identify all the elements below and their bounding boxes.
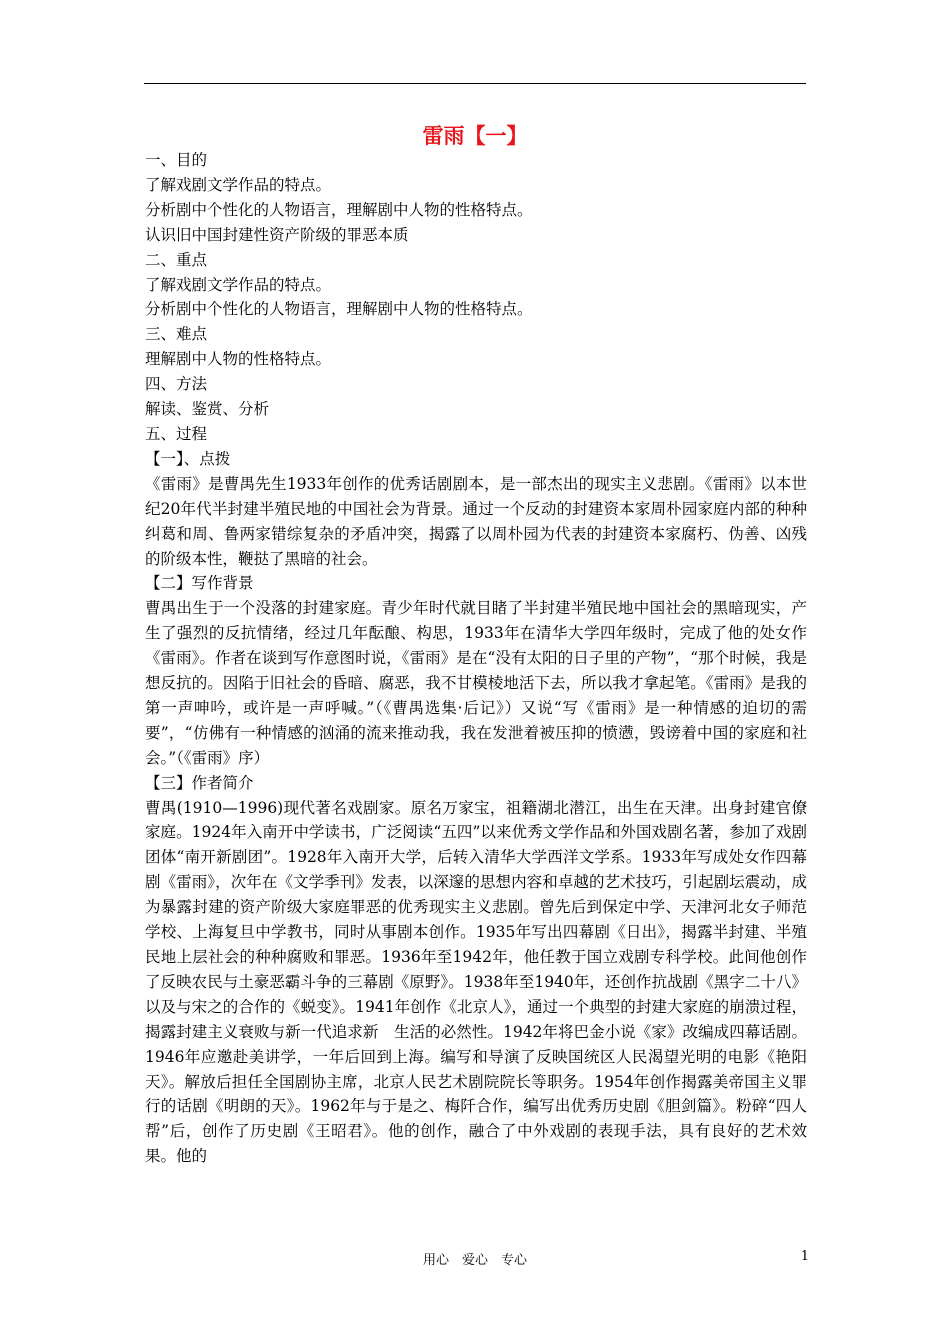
subheading-guidance: 【一】、点拨 (145, 449, 231, 468)
paragraph-background: 曹禺出生于一个没落的封建家庭。青少年时代就目睹了半封建半殖民地中国社会的黑暗现实，产生了强烈的反抗情绪，经过几年酝酿、构思，1933年在清华大学四年级时，完成了他的处女作《雷雨》。作者在谈到写作意图时说，《雷雨》是在“没有太阳的日子里的产物”，“那个时候，我是想反抗的。因陷于旧社会的昏暗、腐恶，我不甘模棱地活下去，所以我才拿起笔。《雷雨》是我的第一声呻吟，或许是一声呼喊。”（《曹禺选集·后记》）又说“写《雷雨》是一种情感的迫切的需要”，“仿佛有一种情感的汹涌的流来推动我，我在发泄着被压抑的愤懑，毁谤着中国的家庭和社会。”（《雷雨》序） (145, 599, 807, 767)
section-heading-difficulty: 三、难点 (145, 325, 208, 344)
section-heading-purpose: 一、目的 (145, 151, 208, 169)
footer-motto: 用心 爱心 专心 (422, 1253, 527, 1268)
page-number: 1 (800, 1249, 809, 1264)
document-title: 雷雨【一】 (422, 123, 528, 148)
section-heading-process: 五、过程 (145, 424, 208, 443)
section-heading-focus: 二、重点 (145, 250, 208, 269)
text-line: 解读、鉴赏、分析 (145, 400, 270, 419)
paragraph-intro: 《雷雨》是曹禺先生1933年创作的优秀话剧剧本，是一部杰出的现实主义悲剧。《雷雨》以本世纪20年代半封建半殖民地的中国社会为背景。通过一个反动的封建资本家周朴园家庭内部的种种纠葛和周、鲁两家错综复杂的矛盾冲突，揭露了以周朴园为代表的封建资本家腐朽、伪善、凶残的阶级本性，鞭挞了黑暗的社会。 (145, 474, 807, 568)
text-line: 认识旧中国封建性资产阶级的罪恶本质 (145, 225, 409, 244)
section-heading-method: 四、方法 (145, 375, 208, 394)
text-line: 理解剧中人物的性格特点。 (145, 350, 332, 369)
paragraph-author: 曹禺(1910—1996)现代著名戏剧家。原名万家宝，祖籍湖北潜江，出生在天津。出身封建官僚家庭。1924年入南开中学读书，广泛阅读“五四”以来优秀文学作品和外国戏剧名著，参加了戏剧团体“南开新剧团”。1928年入南开大学，后转入清华大学西洋文学系。1933年写成处女作四幕剧《雷雨》，次年在《文学季刊》发表，以深邃的思想内容和卓越的艺术技巧，引起剧坛震动，成为暴露封建的资产阶级大家庭罪恶的优秀现实主义悲剧。曾先后到保定中学、天津河北女子师范学校、上海复旦中学教书，同时从事剧本创作。1935年写出四幕剧《日出》，揭露半封建、半殖民地上层社会的种种腐败和罪恶。1936年至1942年，他任教于国立戏剧专科学校。此间他创作了反映农民与土豪恶霸斗争的三幕剧《原野》。1938年至1940年，还创作抗战剧《黑字二十八》以及与宋之的合作的《蜕变》。1941年创作《北京人》，通过一个典型的封建大家庭的崩溃过程，揭露封建主义衰败与新一代追求新 生活的必然性。1942年将巴金小说《家》改编成四幕话剧。1946年应邀赴美讲学，一年后回到上海。编写和导演了反映国统区人民渴望光明的电影《艳阳天》。解放后担任全国剧协主席，北京人民艺术剧院院长等职务。1954年创作揭露美帝国主义罪行的话剧《明朗的天》。1962年与于是之、梅阡合作，编写出优秀历史剧《胆剑篇》。粉碎“四人帮”后，创作了历史剧《王昭君》。他的创作，融合了中外戏剧的表现手法，具有良好的艺术效果。他的 (145, 798, 807, 1166)
subheading-background: 【二】写作背景 (145, 574, 254, 593)
text-line: 了解戏剧文学作品的特点。 (145, 275, 332, 294)
text-line: 分析剧中个性化的人物语言，理解剧中人物的性格特点。 (145, 200, 533, 219)
document-body (145, 148, 807, 1169)
text-line: 了解戏剧文学作品的特点。 (145, 175, 332, 194)
text-line: 分析剧中个性化的人物语言，理解剧中人物的性格特点。 (145, 300, 533, 319)
header-rule (144, 83, 806, 84)
subheading-author: 【三】作者简介 (145, 773, 254, 792)
